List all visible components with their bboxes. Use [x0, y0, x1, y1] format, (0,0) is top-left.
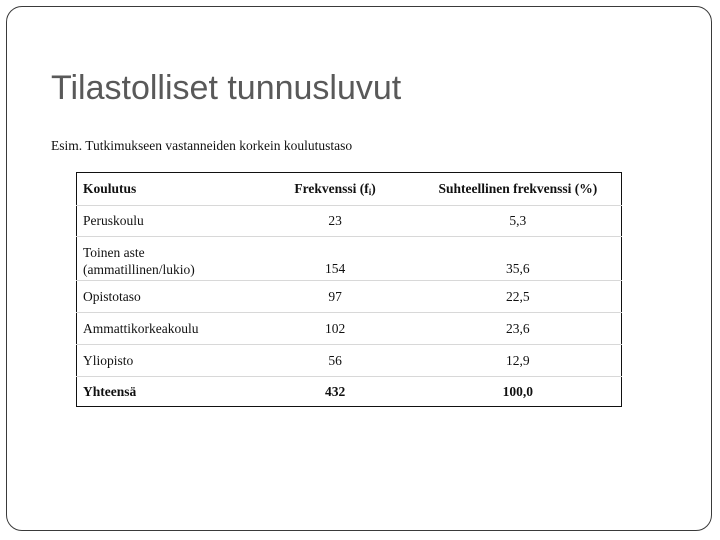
row-relative-frequency: 35,6 [415, 237, 622, 281]
header-frekvenssi-subscript: i [368, 187, 372, 197]
row-frequency: 23 [255, 206, 414, 237]
table-row [77, 237, 622, 281]
education-frequency-table [76, 172, 622, 407]
table-row [77, 313, 622, 345]
slide-subtitle: Esim. Tutkimukseen vastanneiden korkein koulutustaso [51, 138, 353, 153]
header-frekvenssi-text: Frekvenssi (f [294, 181, 369, 196]
row-label: Opistotaso [77, 281, 256, 313]
row-frequency: 102 [255, 313, 414, 345]
header-suhteellinen: Suhteellinen frekvenssi (%) [415, 173, 622, 206]
row-label: Ammattikorkeakoulu [77, 313, 256, 345]
total-label: Yhteensä [83, 383, 137, 399]
table-row [77, 345, 622, 377]
header-frekvenssi-close: ) [371, 181, 376, 196]
header-koulutus: Koulutus [77, 173, 256, 206]
row-relative-frequency: 23,6 [415, 313, 622, 345]
row-frequency: 56 [255, 345, 414, 377]
table-total-row [77, 377, 622, 407]
row-label: Yliopisto [77, 345, 256, 377]
row-relative-frequency: 5,3 [415, 206, 622, 237]
row-label: Peruskoulu [77, 206, 256, 237]
total-relative-frequency: 100,0 [502, 383, 534, 399]
row-frequency: 97 [255, 281, 414, 313]
total-frequency: 432 [324, 383, 346, 399]
table-row [77, 206, 622, 237]
table-header-row [77, 173, 622, 206]
row-relative-frequency: 12,9 [415, 345, 622, 377]
row-frequency: 154 [255, 237, 414, 281]
header-frekvenssi [255, 173, 414, 206]
table-row [77, 281, 622, 313]
row-relative-frequency: 22,5 [415, 281, 622, 313]
row-label: Toinen aste (ammatillinen/lukio) [77, 237, 256, 281]
slide-title: Tilastolliset tunnusluvut [51, 69, 402, 107]
